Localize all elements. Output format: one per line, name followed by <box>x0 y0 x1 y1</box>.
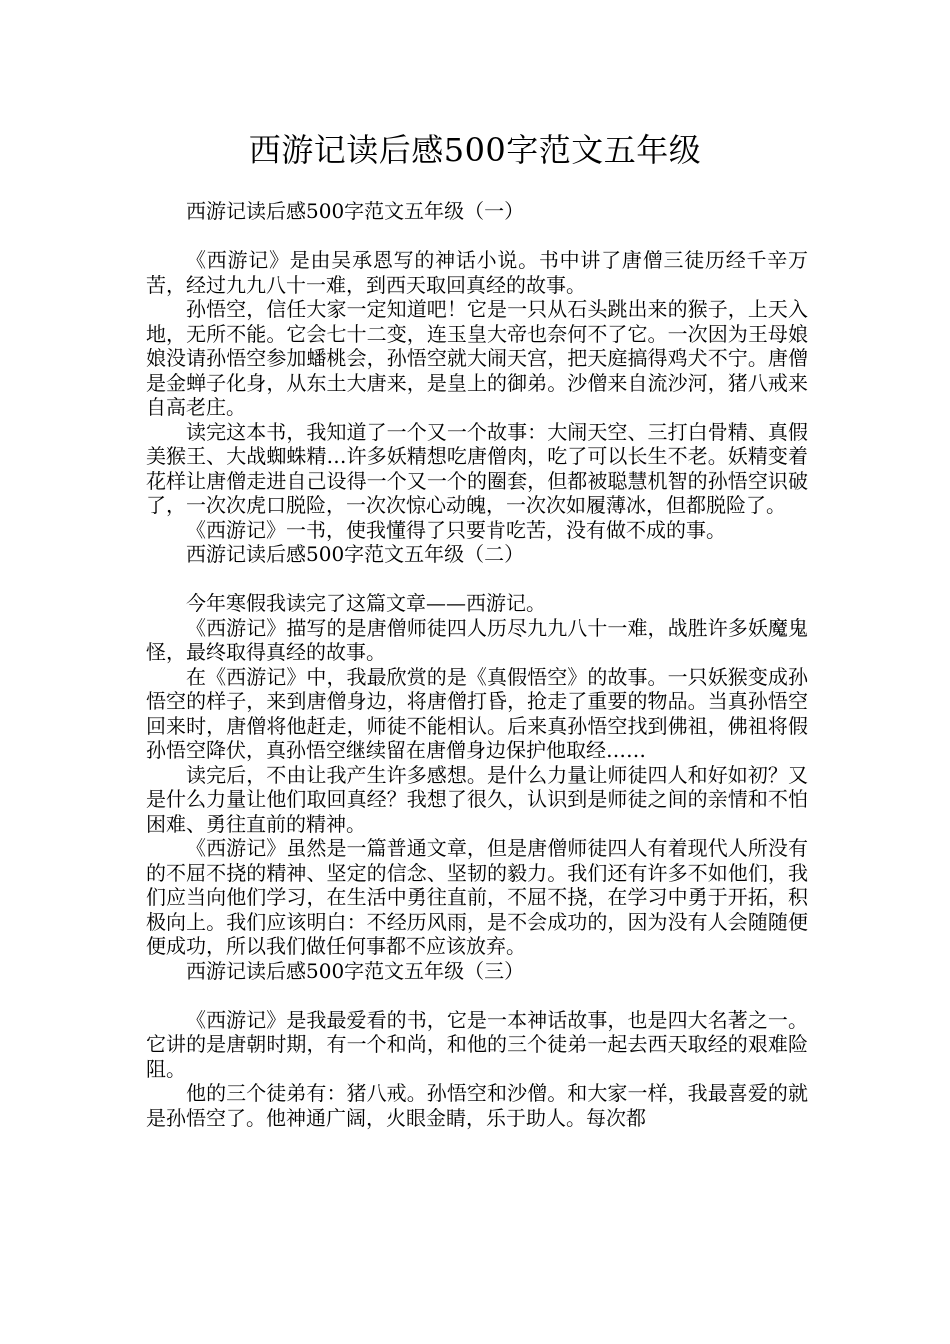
document-title: 西游记读后感500字范文五年级 <box>248 131 702 169</box>
section-heading: 西游记读后感500字范文五年级（二） <box>186 542 525 566</box>
section-heading: 西游记读后感500字范文五年级（三） <box>186 958 525 983</box>
paragraph: 读完后，不由让我产生许多感想。是什么力量让师徒四人和好如初？又是什么力量让他们取回真经？我想了很久，认识到是师徒之间的亲情和不怕困难、勇往直前的精神。 <box>146 762 808 836</box>
paragraph: 《西游记》一书，使我懂得了只要肯吃苦，没有做不成的事。 <box>186 517 726 542</box>
paragraph: 他的三个徒弟有：猪八戒。孙悟空和沙僧。和大家一样，我最喜爱的就是孙悟空了。他神通广阔，火眼金睛，乐于助人。每次都 <box>146 1081 808 1130</box>
paragraph: 在《西游记》中，我最欣赏的是《真假悟空》的故事。一只妖猴变成孙悟空的样子，来到唐僧身边，将唐僧打昏，抢走了重要的物品。当真孙悟空回来时，唐僧将他赶走，师徒不能相认。后来真孙悟空找到佛祖，佛祖将假孙悟空降伏，真孙悟空继续留在唐僧身边保护他取经…… <box>146 664 808 762</box>
paragraph: 读完这本书，我知道了一个又一个故事：大闹天空、三打白骨精、真假美猴王、大战蜘蛛精…许多妖精想吃唐僧肉，吃了可以长生不老。妖精变着花样让唐僧走进自己设得一个又一个的圈套，但都被聪慧机智的孙悟空识破了，一次次虎口脱险，一次次惊心动魄，一次次如履薄冰，但都脱险了。 <box>146 419 808 517</box>
paragraph: 《西游记》虽然是一篇普通文章，但是唐僧师徒四人有着现代人所没有的不屈不挠的精神、坚定的信念、坚韧的毅力。我们还有许多不如他们，我们应当向他们学习，在生活中勇往直前，不屈不挠，在学习中勇于开拓，积极向上。我们应该明白：不经历风雨，是不会成功的，因为没有人会随随便便成功，所以我们做任何事都不应该放弃。 <box>146 836 808 958</box>
section-heading: 西游记读后感500字范文五年级（一） <box>186 199 525 223</box>
paragraph: 《西游记》是由吴承恩写的神话小说。书中讲了唐僧三徒历经千辛万苦，经过九九八十一难，到西天取回真经的故事。 <box>146 248 808 297</box>
paragraph: 《西游记》描写的是唐僧师徒四人历尽九九八十一难，战胜许多妖魔鬼怪，最终取得真经的故事。 <box>146 615 808 664</box>
document-body <box>146 199 808 1130</box>
paragraph: 今年寒假我读完了这篇文章——西游记。 <box>186 591 546 615</box>
paragraph: 孙悟空，信任大家一定知道吧！它是一只从石头跳出来的猴子，上天入地，无所不能。它会七十二变，连玉皇大帝也奈何不了它。一次因为王母娘娘没请孙悟空参加蟠桃会，孙悟空就大闹天宫，把天庭搞得鸡犬不宁。唐僧是金蝉子化身，从东土大唐来，是皇上的御弟。沙僧来自流沙河，猪八戒来自高老庄。 <box>146 297 808 419</box>
paragraph: 《西游记》是我最爱看的书，它是一本神话故事，也是四大名著之一。它讲的是唐朝时期，有一个和尚，和他的三个徒弟一起去西天取经的艰难险阻。 <box>146 1007 808 1081</box>
